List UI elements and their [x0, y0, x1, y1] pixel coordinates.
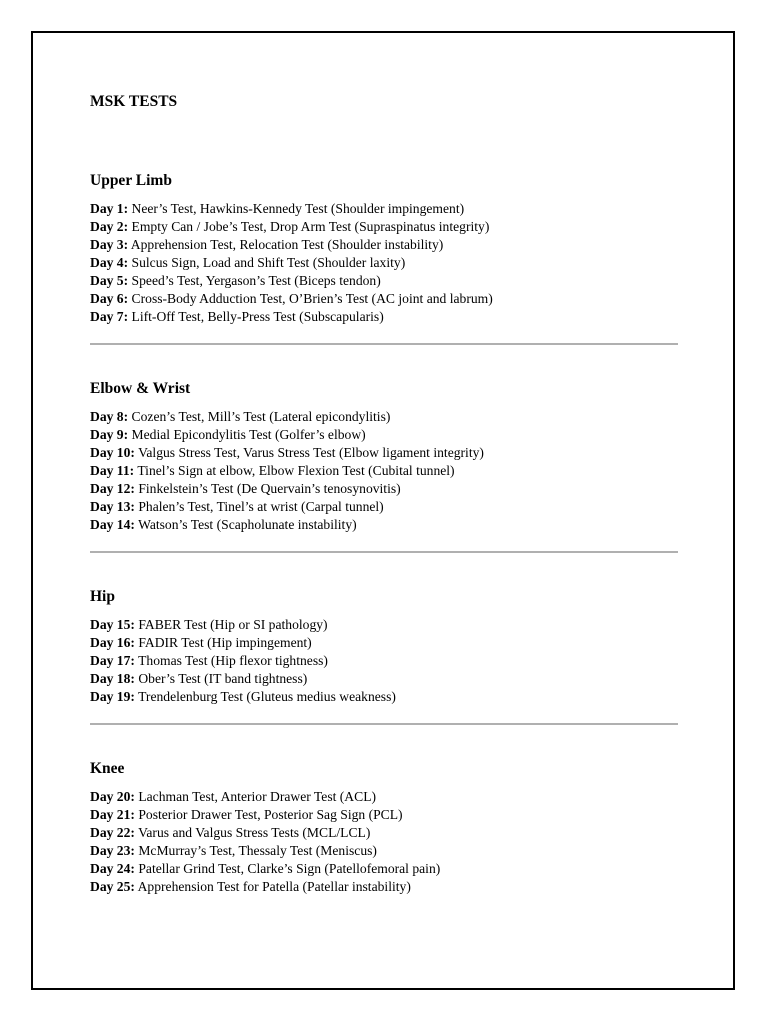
list-item — [90, 408, 680, 426]
list-item — [90, 272, 680, 290]
section-divider — [90, 343, 678, 345]
document-title: MSK TESTS — [90, 93, 178, 110]
day-label: Day 12: — [90, 481, 135, 496]
list-item — [90, 616, 680, 634]
test-description: FADIR Test (Hip impingement) — [138, 635, 312, 650]
test-description: Finkelstein’s Test (De Quervain’s tenosynovitis) — [138, 481, 401, 496]
day-label: Day 9: — [90, 427, 129, 442]
list-item — [90, 516, 680, 534]
list-item — [90, 290, 680, 308]
section-heading: Hip — [90, 588, 115, 605]
section-heading: Knee — [90, 760, 125, 777]
test-description: Patellar Grind Test, Clarke’s Sign (Patellofemoral pain) — [138, 861, 441, 876]
day-label: Day 22: — [90, 825, 135, 840]
test-description: Thomas Test (Hip flexor tightness) — [138, 653, 328, 668]
test-description: Trendelenburg Test (Gluteus medius weakness) — [138, 689, 396, 704]
test-description: Cozen’s Test, Mill’s Test (Lateral epicondylitis) — [131, 409, 391, 424]
day-label: Day 11: — [90, 463, 135, 478]
list-item — [90, 480, 680, 498]
day-label: Day 25: — [90, 879, 135, 894]
day-label: Day 13: — [90, 499, 135, 514]
test-description: Ober’s Test (IT band tightness) — [138, 671, 308, 686]
day-label: Day 7: — [90, 309, 129, 324]
day-label: Day 18: — [90, 671, 135, 686]
test-description: FABER Test (Hip or SI pathology) — [138, 617, 328, 632]
day-label: Day 16: — [90, 635, 135, 650]
test-list — [90, 788, 680, 896]
day-label: Day 21: — [90, 807, 135, 822]
list-item — [90, 308, 680, 326]
test-description: Apprehension Test, Relocation Test (Shoulder instability) — [130, 237, 444, 252]
test-description: Medial Epicondylitis Test (Golfer’s elbow) — [131, 427, 366, 442]
day-label: Day 19: — [90, 689, 135, 704]
day-label: Day 2: — [90, 219, 129, 234]
list-item — [90, 652, 680, 670]
day-label: Day 4: — [90, 255, 129, 270]
test-description: Apprehension Test for Patella (Patellar instability) — [137, 879, 411, 894]
day-label: Day 5: — [90, 273, 129, 288]
list-item — [90, 860, 680, 878]
test-description: Lachman Test, Anterior Drawer Test (ACL) — [138, 789, 377, 804]
test-list — [90, 616, 680, 706]
list-item — [90, 634, 680, 652]
list-item — [90, 236, 680, 254]
day-label: Day 1: — [90, 201, 129, 216]
list-item — [90, 878, 680, 896]
test-list — [90, 200, 680, 326]
list-item — [90, 426, 680, 444]
list-item — [90, 498, 680, 516]
list-item — [90, 842, 680, 860]
list-item — [90, 462, 680, 480]
day-label: Day 10: — [90, 445, 135, 460]
test-description: Neer’s Test, Hawkins-Kennedy Test (Shoulder impingement) — [131, 201, 465, 216]
section-hip — [90, 587, 680, 706]
list-item — [90, 824, 680, 842]
day-label: Day 17: — [90, 653, 135, 668]
day-label: Day 23: — [90, 843, 135, 858]
section-knee — [90, 759, 680, 896]
test-description: Posterior Drawer Test, Posterior Sag Sign (PCL) — [138, 807, 403, 822]
section-upper-limb — [90, 171, 680, 326]
section-divider — [90, 551, 678, 553]
day-label: Day 3: — [90, 237, 129, 252]
test-description: Tinel’s Sign at elbow, Elbow Flexion Test (Cubital tunnel) — [137, 463, 455, 478]
test-description: Watson’s Test (Scapholunate instability) — [138, 517, 357, 532]
day-label: Day 20: — [90, 789, 135, 804]
section-heading: Upper Limb — [90, 172, 172, 189]
test-list — [90, 408, 680, 534]
list-item — [90, 218, 680, 236]
section-divider — [90, 723, 678, 725]
day-label: Day 6: — [90, 291, 129, 306]
day-label: Day 8: — [90, 409, 129, 424]
list-item — [90, 254, 680, 272]
day-label: Day 14: — [90, 517, 135, 532]
test-description: Varus and Valgus Stress Tests (MCL/LCL) — [138, 825, 371, 840]
test-description: McMurray’s Test, Thessaly Test (Meniscus) — [138, 843, 377, 858]
list-item — [90, 806, 680, 824]
section-elbow-wrist — [90, 379, 680, 534]
test-description: Cross-Body Adduction Test, O’Brien’s Test (AC joint and labrum) — [131, 291, 493, 306]
list-item — [90, 688, 680, 706]
document-content — [90, 92, 680, 896]
list-item — [90, 788, 680, 806]
section-heading: Elbow & Wrist — [90, 380, 191, 397]
test-description: Lift-Off Test, Belly-Press Test (Subscapularis) — [131, 309, 384, 324]
test-description: Speed’s Test, Yergason’s Test (Biceps tendon) — [131, 273, 381, 288]
list-item — [90, 444, 680, 462]
test-description: Sulcus Sign, Load and Shift Test (Shoulder laxity) — [131, 255, 406, 270]
list-item — [90, 200, 680, 218]
test-description: Valgus Stress Test, Varus Stress Test (Elbow ligament integrity) — [138, 445, 484, 460]
test-description: Empty Can / Jobe’s Test, Drop Arm Test (Supraspinatus integrity) — [131, 219, 490, 234]
day-label: Day 24: — [90, 861, 135, 876]
test-description: Phalen’s Test, Tinel’s at wrist (Carpal tunnel) — [138, 499, 384, 514]
list-item — [90, 670, 680, 688]
day-label: Day 15: — [90, 617, 135, 632]
